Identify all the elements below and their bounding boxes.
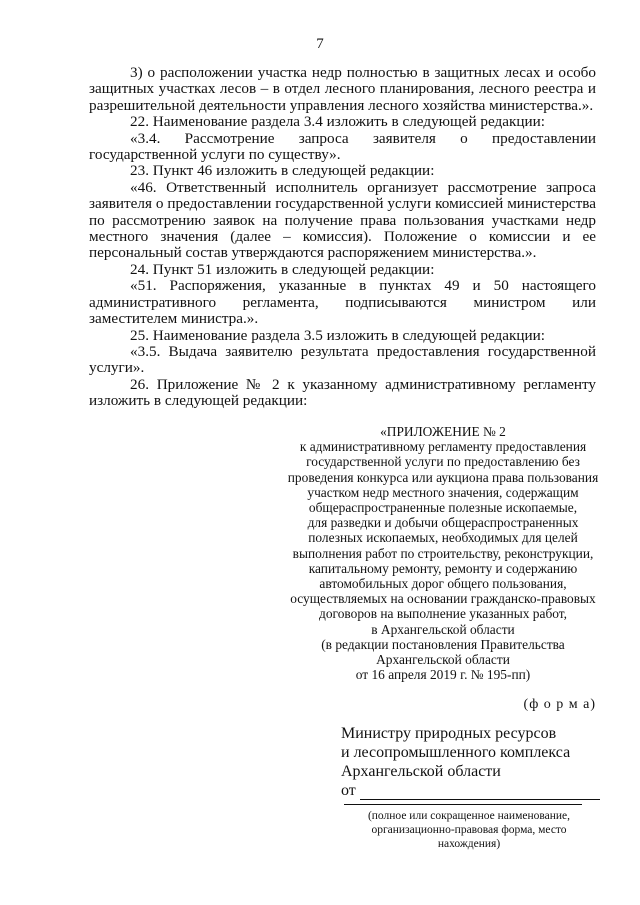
paragraph-item-23: 23. Пункт 46 изложить в следующей редакции: — [130, 162, 435, 180]
appendix-title: «ПРИЛОЖЕНИЕ № 2 — [380, 424, 506, 439]
hint-line: (полное или сокращенное наименование, — [367, 810, 571, 822]
appendix-header — [283, 424, 603, 682]
appendix-line: участком недр местного значения, содержащим — [307, 484, 579, 500]
forma-label: (ф о р м а) — [523, 697, 596, 712]
appendix-line: договоров на выполнение указанных работ, — [319, 606, 567, 622]
applicant-hint — [340, 809, 598, 851]
addressee-block — [341, 724, 600, 800]
page-number: 7 — [316, 36, 324, 52]
addressee-line: Министру природных ресурсов — [341, 725, 557, 742]
appendix-line: выполнения работ по строительству, реконструкции, — [292, 545, 594, 561]
from-blank-line — [360, 785, 600, 800]
appendix-line: автомобильных дорог общего пользования, — [319, 576, 567, 592]
paragraph-point-46: «46. Ответственный исполнитель организует рассмотрение запроса заявителя о предоставлении государственной услуги комиссией министерства по рассмотрению заявок на получение права пользования участками недр местного значения (далее – комиссия). Положение о комиссии и ее персональный состав утверждаются распоряжением министерства.». — [89, 178, 596, 262]
applicant-blank-line — [344, 804, 582, 805]
appendix-line: (в редакции постановления Правительства — [321, 636, 565, 652]
from-row — [341, 781, 600, 800]
paragraph-item-25: 25. Наименование раздела 3.5 изложить в следующей редакции: — [130, 326, 545, 344]
paragraph-section-3-4: «3.4. Рассмотрение запроса заявителя о предоставлении государственной услуги по существу». — [89, 129, 596, 164]
appendix-line: проведения конкурса или аукциона права пользования — [287, 469, 599, 485]
appendix-line: общераспространенные полезные ископаемые, — [308, 500, 578, 516]
appendix-line: полезных ископаемых, необходимых для целей — [308, 530, 578, 546]
addressee-line: и лесопромышленного комплекса — [341, 744, 571, 761]
addressee-line: Архангельской области — [341, 763, 501, 780]
from-label: от — [341, 782, 356, 799]
paragraph-point-51: «51. Распоряжения, указанные в пунктах 49 и 50 настоящего административного регламента, подписываются министром или заместителем министра.». — [89, 277, 596, 328]
appendix-line: капитальному ремонту, ремонту и содержанию — [308, 560, 578, 576]
paragraph-section-3-5: «3.5. Выдача заявителю результата предоставления государственной услуги». — [89, 342, 596, 377]
appendix-line: Архангельской области — [376, 652, 510, 668]
hint-line: организационно-правовая форма, место нахождения) — [371, 824, 567, 850]
amendments-body — [89, 65, 596, 410]
appendix-line: государственной услуги по предоставлению без — [306, 454, 580, 470]
paragraph-item-22: 22. Наименование раздела 3.4 изложить в следующей редакции: — [130, 113, 545, 131]
appendix-line: осуществляемых на основании гражданско-правовых — [290, 591, 596, 607]
paragraph-clause-3: 3) о расположении участка недр полностью в защитных лесах и особо защитных участках лесов – в отдел лесного планирования, лесного реестра и разрешительной деятельности управления лесного хозяйства министерства.». — [89, 64, 596, 114]
paragraph-item-24: 24. Пункт 51 изложить в следующей редакции: — [130, 260, 435, 278]
appendix-line: от 16 апреля 2019 г. № 195-пп) — [355, 667, 531, 683]
paragraph-item-26: 26. Приложение № 2 к указанному административному регламенту изложить в следующей редакции: — [89, 375, 596, 410]
appendix-line: для разведки и добычи общераспространенных — [307, 515, 579, 531]
appendix-line: в Архангельской области — [371, 621, 515, 637]
appendix-line: к административному регламенту предоставления — [299, 439, 587, 455]
